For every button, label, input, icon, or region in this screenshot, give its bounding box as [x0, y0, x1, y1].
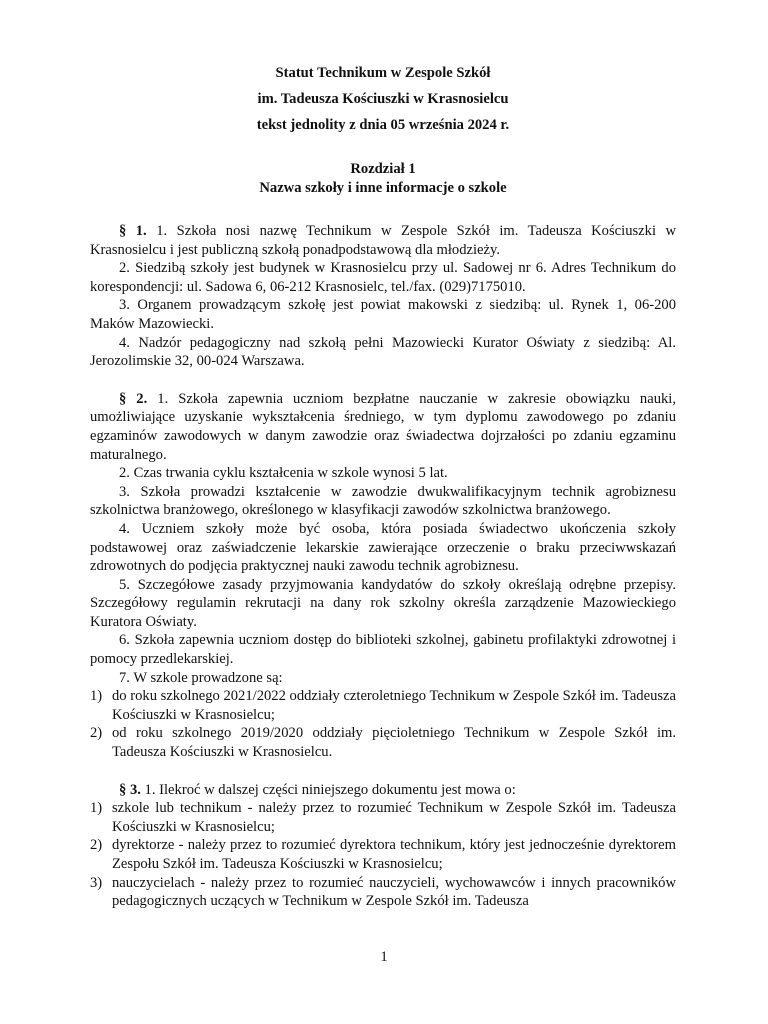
s1-paragraph-2: 2. Siedzibą szkoły jest budynek w Krasnosielcu przy ul. Sadowej nr 6. Adres Technikum do korespondencji: ul. Sadowa 6, 06-212 Krasnosielc, tel./fax. (029)7175010. [90, 260, 676, 295]
document-date-line: tekst jednolity z dnia 05 września 2024 r. [256, 117, 510, 133]
section-mark: § 3. [119, 781, 141, 798]
list-text: nauczycielach - należy przez to rozumieć nauczycieli, wychowawców i innych pracowników pedagogicznych uczących w Technikum w Zespole Szkół im. Tadeusza [112, 874, 676, 910]
s2-paragraph-2: 2. Czas trwania cyklu kształcenia w szkole wynosi 5 lat. [119, 465, 448, 482]
paragraph-text: 1. Ilekroć w dalszej części niniejszego dokumentu jest mowa o: [144, 781, 516, 798]
list-text: do roku szkolnego 2021/2022 oddziały czteroletniego Technikum w Zespole Szkół im. Tadeusza Kościuszki w Krasnosielcu; [112, 688, 677, 723]
s3-list [90, 799, 676, 911]
list-number: 3) [90, 874, 103, 891]
list-text: od roku szkolnego 2019/2020 oddziały pięcioletniego Technikum w Zespole Szkół im. Tadeusza Kościuszki w Krasnosielcu. [112, 725, 676, 761]
s1-paragraph-1 [90, 222, 676, 259]
section-mark: § 2. [119, 390, 148, 407]
s2-paragraph-4: 4. Uczniem szkoły może być osoba, która posiada świadectwo ukończenia szkoły podstawowej oraz zaświadczenie lekarskie zawierające orzeczenie o braku przeciwwskazań zdrowotnych do podjęcia praktycznej nauki zawodu technik agrobiznesu. [90, 520, 676, 575]
list-text: szkole lub technikum - należy przez to rozumieć Technikum w Zespole Szkół im. Tadeusza Kościuszki w Krasnosielcu; [112, 800, 676, 835]
paragraph-text: 1. Szkoła zapewnia uczniom bezpłatne nauczanie w zakresie obowiązku nauki, umożliwiające uzyskanie wykształcenia średniego, w tym dyplomu zawodowego po zdaniu egzaminów zawodowych w danym zawodzie oraz świadectwa dojrzałości po zdaniu egzaminu maturalnego. [90, 390, 676, 463]
s2-list [90, 687, 676, 761]
section-mark: § 1. [119, 223, 147, 239]
page-number: 1 [380, 949, 388, 965]
s2-paragraph-7: 7. W szkole prowadzone są: [119, 669, 283, 686]
list-text: dyrektorze - należy przez to rozumieć dyrektora technikum, który jest jednocześnie dyrektorem Zespołu Szkół im. Tadeusza Kościuszki w Krasnosielcu; [112, 837, 676, 872]
paragraph-text: 1. Szkoła nosi nazwę Technikum w Zespole Szkół im. Tadeusza Kościuszki w Krasnosielcu i jest publiczną szkołą ponadpodstawową dla młodzieży. [90, 223, 677, 258]
list-item [90, 836, 676, 873]
document-title: Statut Technikum w Zespole Szkół [275, 65, 491, 81]
list-item [90, 724, 676, 761]
s2-paragraph-6: 6. Szkoła zapewnia uczniom dostęp do biblioteki szkolnej, gabinetu profilaktyki zdrowotnej i pomocy przedlekarskiej. [90, 632, 676, 668]
section-1 [90, 222, 676, 911]
s2-paragraph-3: 3. Szkoła prowadzi kształcenie w zawodzie dwukwalifikacyjnym technik agrobiznesu szkolnictwa branżowego, określonego w klasyfikacji zawodów szkolnictwa branżowego. [90, 483, 676, 519]
s1-paragraph-3: 3. Organem prowadzącym szkołę jest powiat makowski z siedzibą: ul. Rynek 1, 06-200 Maków Mazowiecki. [90, 297, 676, 332]
list-item [90, 874, 676, 911]
list-number: 2) [90, 725, 103, 742]
list-number: 1) [90, 800, 103, 817]
list-number: 2) [90, 837, 103, 854]
document-subtitle: im. Tadeusza Kościuszki w Krasnosielcu [257, 91, 509, 107]
s1-paragraph-4: 4. Nadzór pedagogiczny nad szkołą pełni Mazowiecki Kurator Oświaty z siedzibą: Al. Jerozolimskie 32, 00-024 Warszawa. [90, 334, 676, 370]
s2-paragraph-1 [90, 390, 676, 464]
s3-paragraph-1 [90, 781, 676, 800]
s2-paragraph-5: 5. Szczegółowe zasady przyjmowania kandydatów do szkoły określają odrębne przepisy. Szczegółowy regulamin rekrutacji na dany rok szkolny określa zarządzenie Mazowieckiego Kuratora Oświaty. [90, 576, 676, 630]
list-item [90, 687, 676, 724]
list-item [90, 799, 676, 836]
list-number: 1) [90, 688, 103, 705]
chapter-title: Nazwa szkoły i inne informacje o szkole [259, 180, 507, 196]
chapter-number: Rozdział 1 [350, 161, 416, 177]
